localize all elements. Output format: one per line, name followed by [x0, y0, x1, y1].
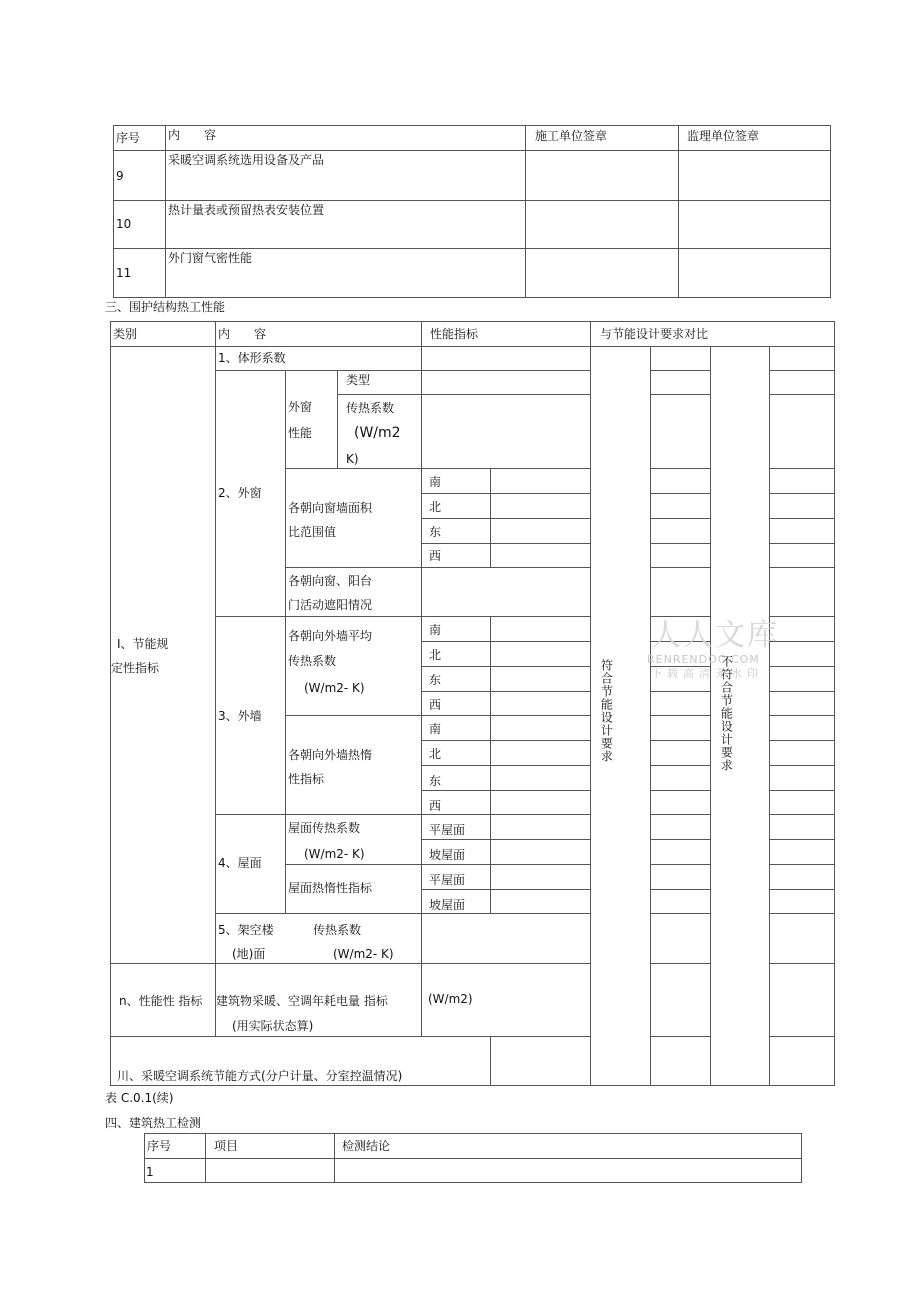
- window-shading-value[interactable]: [421, 567, 591, 617]
- window-dir-south-value[interactable]: [490, 468, 591, 494]
- window-shading-label: 各朝向窗、阳台 门活动遮阳情况: [285, 567, 422, 617]
- roof-u-label: 屋面传热系数 (W/m2- K): [285, 814, 422, 865]
- category-2: n、性能性 指标: [110, 963, 216, 1037]
- wall-dir-south-value[interactable]: [490, 616, 591, 642]
- category-3-value[interactable]: [490, 1036, 591, 1086]
- table-row-1-no: 1: [144, 1158, 206, 1183]
- category-1: I、节能规 定性指标: [110, 346, 216, 964]
- window-u-label: 传热系数 (W/m2 K): [337, 394, 422, 469]
- wall-dir-east: 东: [421, 666, 491, 692]
- roof-inertia-flat: 平屋面: [421, 864, 491, 890]
- wall-inertia-north: 北: [421, 740, 491, 766]
- table-row-10-no: 10: [113, 200, 166, 249]
- window-dir-east: 东: [421, 518, 491, 544]
- wall-dir-west-value[interactable]: [490, 691, 591, 716]
- watermark-url: RENRENDOC.COM: [647, 653, 760, 666]
- energy-value[interactable]: (W/m2): [421, 963, 591, 1037]
- roof-u-slope: 坡屋面: [421, 839, 491, 865]
- window-dir-south: 南: [421, 468, 491, 494]
- watermark-logo: 人人文库: [651, 618, 779, 653]
- wall-dir-north-value[interactable]: [490, 641, 591, 667]
- table-row-11-content: 外门窗气密性能: [165, 248, 526, 298]
- wall-inertia-label: 各朝向外墙热惰 性指标: [285, 715, 422, 815]
- header-performance: 性能指标: [421, 321, 591, 347]
- table-row-11-no: 11: [113, 248, 166, 298]
- window-type-value[interactable]: [421, 370, 591, 395]
- table-row-11-supervisor[interactable]: [678, 248, 831, 298]
- table-continued-caption: 表 C.0.1(续): [105, 1091, 174, 1105]
- table-row-9-supervisor[interactable]: [678, 150, 831, 201]
- table-row-1-item[interactable]: [205, 1158, 335, 1183]
- wall-label: 3、外墙: [215, 616, 286, 815]
- table-row-9-no: 9: [113, 150, 166, 201]
- section-4-title: 四、建筑热工检测: [105, 1116, 202, 1130]
- window-perf-label: 外窗 性能: [285, 370, 338, 469]
- watermark-slogan: 下载高清无水印: [651, 667, 763, 680]
- table-row-9-content: 采暖空调系统选用设备及产品: [165, 150, 526, 201]
- roof-inertia-label: 屋面热惰性指标: [285, 864, 422, 914]
- table-row-10-content: 热计量表或预留热表安装位置: [165, 200, 526, 249]
- table-row-10-supervisor[interactable]: [678, 200, 831, 249]
- window-dir-north-value[interactable]: [490, 493, 591, 519]
- window-dir-west-value[interactable]: [490, 543, 591, 568]
- header-supervisor-seal: 监理单位签章: [678, 125, 831, 151]
- energy-label: 建筑物采暖、空调年耗电量 指标 (用实际状态算): [215, 963, 422, 1037]
- header-category: 类别: [110, 321, 216, 347]
- table-row-1-conclusion[interactable]: [334, 1158, 802, 1183]
- window-u-value[interactable]: [421, 394, 591, 469]
- roof-inertia-flat-value[interactable]: [490, 864, 591, 890]
- shape-factor-value[interactable]: [421, 346, 591, 371]
- header-seq: 序号: [113, 125, 166, 151]
- window-ratio-label: 各朝向窗墙面积 比范围值: [285, 468, 422, 568]
- roof-inertia-slope: 坡屋面: [421, 889, 491, 914]
- shape-factor-label: 1、体形系数: [215, 346, 422, 371]
- wall-u-label: 各朝向外墙平均 传热系数 (W/m2- K): [285, 616, 422, 716]
- window-dir-north: 北: [421, 493, 491, 519]
- wall-inertia-west-value[interactable]: [490, 790, 591, 815]
- header-content: 内 容: [165, 125, 526, 151]
- header-seq-3: 序号: [144, 1133, 206, 1159]
- wall-inertia-east-value[interactable]: [490, 765, 591, 791]
- wall-dir-west: 西: [421, 691, 491, 716]
- wall-inertia-north-value[interactable]: [490, 740, 591, 766]
- table-row-11-contractor[interactable]: [525, 248, 679, 298]
- wall-inertia-west: 西: [421, 790, 491, 815]
- wall-inertia-east: 东: [421, 765, 491, 791]
- window-label: 2、外窗: [215, 370, 286, 617]
- roof-label: 4、屋面: [215, 814, 286, 914]
- header-contractor-seal: 施工单位签章: [525, 125, 679, 151]
- header-comparison: 与节能设计要求对比: [590, 321, 835, 347]
- category-3: 川、采暖空调系统节能方式(分户计量、分室控温情况): [110, 1036, 491, 1086]
- roof-u-slope-value[interactable]: [490, 839, 591, 865]
- table-row-10-contractor[interactable]: [525, 200, 679, 249]
- roof-u-flat-value[interactable]: [490, 814, 591, 840]
- wall-inertia-south: 南: [421, 715, 491, 741]
- header-content-2: 内 容: [215, 321, 422, 347]
- roof-inertia-slope-value[interactable]: [490, 889, 591, 914]
- section-3-title: 三、围护结构热工性能: [105, 300, 226, 314]
- window-type-label: 类型: [337, 370, 422, 395]
- wall-dir-south: 南: [421, 616, 491, 642]
- wall-dir-east-value[interactable]: [490, 666, 591, 692]
- roof-u-flat: 平屋面: [421, 814, 491, 840]
- not-comply-column: 不符合节能设计要求: [710, 346, 770, 1086]
- wall-inertia-south-value[interactable]: [490, 715, 591, 741]
- comply-column: 符合节能设计要求: [590, 346, 651, 1086]
- window-dir-west: 西: [421, 543, 491, 568]
- header-item: 项目: [205, 1133, 335, 1159]
- floor-label: 5、架空楼 传热系数 (地)面 (W/m2- K): [215, 913, 422, 964]
- window-dir-east-value[interactable]: [490, 518, 591, 544]
- header-conclusion: 检测结论: [334, 1133, 802, 1159]
- comparison-row-lines: [650, 346, 835, 1086]
- wall-dir-north: 北: [421, 641, 491, 667]
- table-row-9-contractor[interactable]: [525, 150, 679, 201]
- floor-value[interactable]: [421, 913, 591, 964]
